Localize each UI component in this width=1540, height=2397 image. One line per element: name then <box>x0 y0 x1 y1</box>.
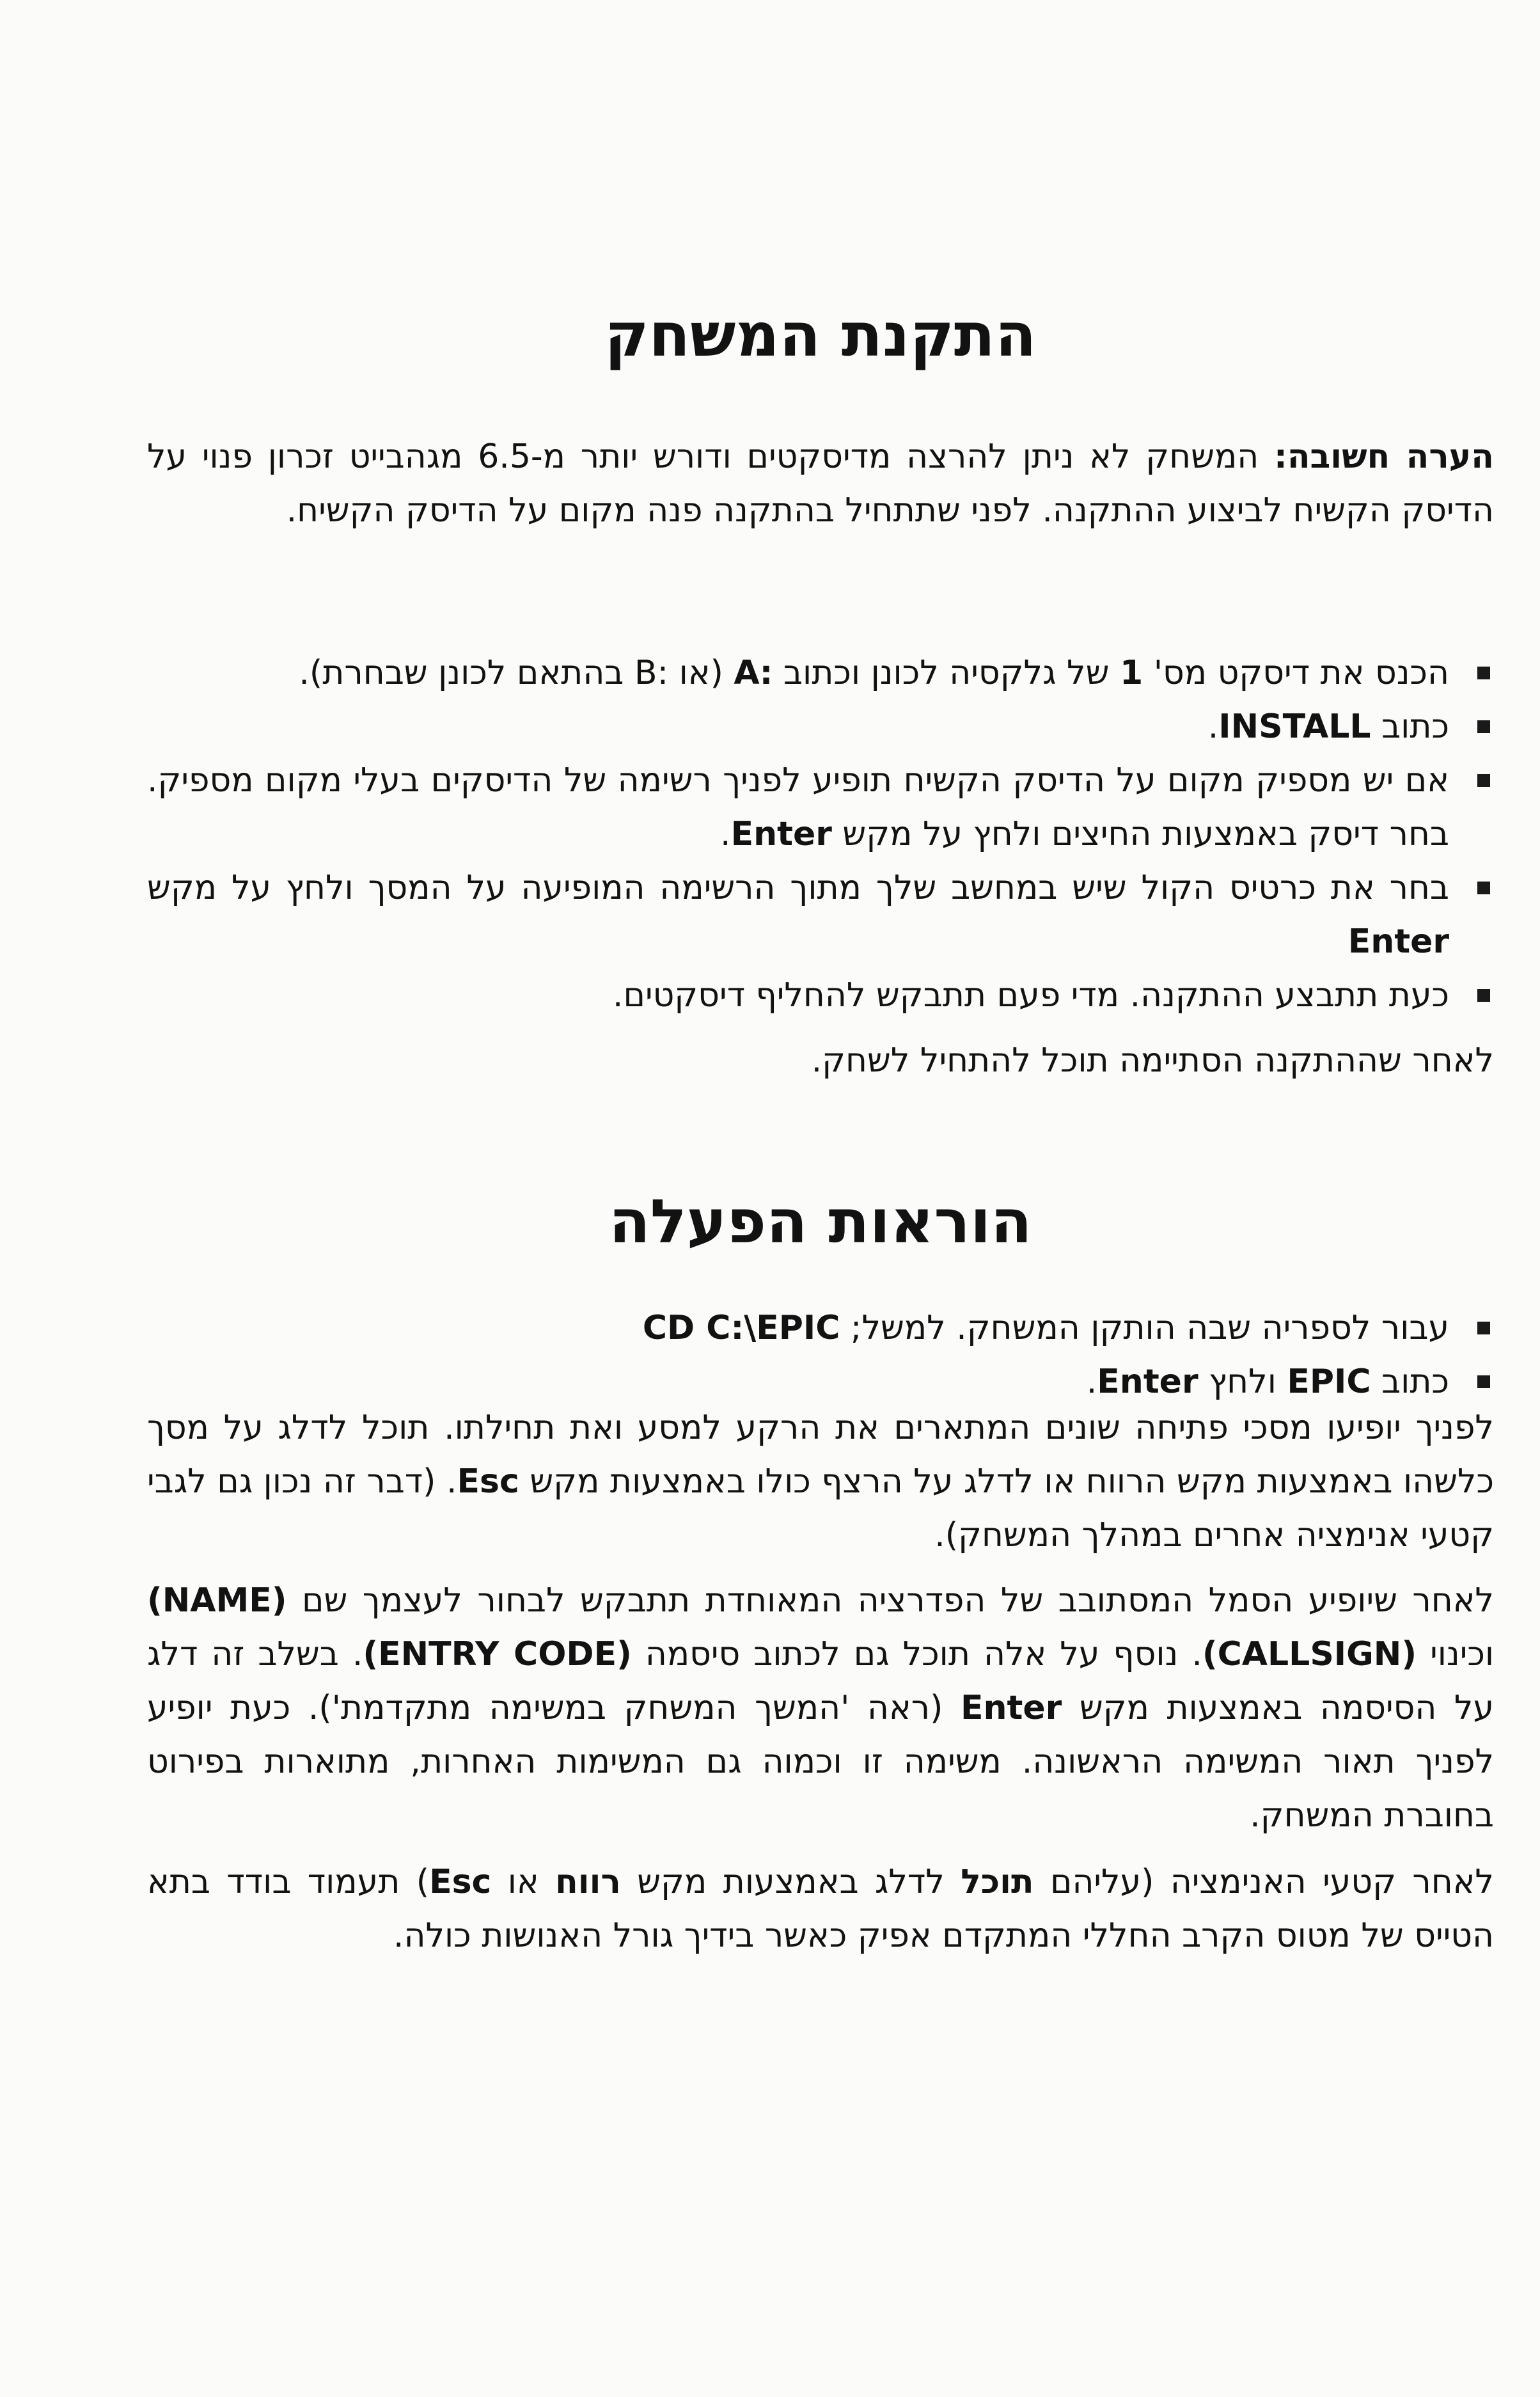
text-run: של גלקסיה לכונן וכתוב <box>773 654 1120 692</box>
installation-heading: התקנת המשחק <box>604 301 1037 370</box>
text-run: לאחר שיופיע הסמל המסתובב של הפדרציה המאוחדת תתבקש לבחור לעצמך שם <box>287 1581 1494 1620</box>
square-bullet-icon <box>1477 882 1490 894</box>
text-run: . נוסף על אלה תוכל גם לכתוב סיסמה <box>631 1635 1202 1673</box>
square-bullet-icon <box>1477 1375 1490 1388</box>
text-run: כתוב <box>1371 708 1449 746</box>
text-run: לפניך יופיעו מסכי פתיחה שונים המתארים את הרקע למסע ואת תחילתו. תוכל לדלג על מסך כלשהו באמצעות מקש הרווח או לדלג על הרצף כולו באמצעות מקש <box>147 1409 1494 1501</box>
bold-text-run: EPIC <box>1287 1363 1371 1401</box>
text-run: עבור לספריה שבה הותקן המשחק. למשל; <box>840 1309 1449 1347</box>
text-run: ולחץ <box>1198 1363 1287 1401</box>
opening-screens-paragraph <box>147 1401 1494 1562</box>
operating-instructions-heading: הוראות הפעלה <box>609 1187 1032 1257</box>
text-run: כעת תתבצע ההתקנה. מדי פעם תתבקש להחליף דיסקטים. <box>612 976 1449 1015</box>
text-run: (ראה 'המשך המשחק במשימה מתקדמת'). כעת יופיע לפניך תאור המשימה הראשונה. משימה זו וכמוה גם המשימות האחרות, מתוארות בפירוט בחוברת המשחק. <box>147 1689 1494 1835</box>
square-bullet-icon <box>1477 667 1490 679</box>
list-item <box>147 861 1494 969</box>
note-label: הערה חשובה: <box>1274 438 1495 476</box>
list-item <box>147 700 1494 754</box>
text-run: או <box>491 1863 556 1901</box>
list-item <box>147 969 1494 1022</box>
text-run: . בשלב זה דלג על הסיסמה באמצעות מקש <box>147 1635 1494 1727</box>
text-run: וכינוי <box>1417 1635 1494 1673</box>
square-bullet-icon <box>1477 774 1490 787</box>
bold-text-run: (ENTRY CODE) <box>363 1635 632 1673</box>
square-bullet-icon <box>1477 1322 1490 1334</box>
text-run: . <box>1207 708 1219 746</box>
after-install-text: לאחר שההתקנה הסתיימה תוכל להתחיל לשחק. <box>811 1041 1494 1080</box>
text-run: בחר את כרטיס הקול שיש במחשב שלך מתוך הרשימה המופיעה על המסך ולחץ על מקש <box>147 869 1449 907</box>
cockpit-paragraph <box>147 1855 1494 1963</box>
bold-text-run: INSTALL <box>1218 708 1371 746</box>
list-item <box>147 1301 1494 1355</box>
text-run: . (דבר זה נכון גם לגבי קטעי אנימציה אחרים במהלך המשחק). <box>147 1462 1494 1554</box>
text-run: כתוב <box>1371 1363 1449 1401</box>
text-run: (או :B בהתאם לכונן שבחרת). <box>299 654 734 692</box>
text-run: לאחר קטעי האנימציה (עליהם <box>1033 1863 1494 1901</box>
bold-text-run: Enter <box>730 815 832 853</box>
bold-text-run: 1 <box>1119 654 1143 692</box>
install-steps-list <box>147 646 1494 1022</box>
bold-text-run: :A <box>734 654 773 692</box>
bold-text-run: CD C:\EPIC <box>642 1309 840 1347</box>
run-steps-list <box>147 1301 1494 1409</box>
list-item <box>147 754 1494 861</box>
pilot-registration-paragraph <box>147 1574 1494 1842</box>
bold-text-run: רווח <box>555 1863 621 1901</box>
text-run: . <box>1086 1363 1097 1401</box>
square-bullet-icon <box>1477 720 1490 733</box>
bold-text-run: Enter <box>1348 922 1449 961</box>
text-run: . <box>720 815 731 853</box>
text-run: אם יש מספיק מקום על הדיסק הקשיח תופיע לפניך רשימה של הדיסקים בעלי מקום מספיק. בחר דיסק באמצעות החיצים ולחץ על מקש <box>147 761 1449 853</box>
square-bullet-icon <box>1477 989 1490 1002</box>
text-run: ) תעמוד בודד בתא הטייס של מטוס הקרב החללי המתקדם אפיק כאשר בידיך גורל האנושות כולה. <box>147 1863 1494 1955</box>
text-run: לדלג באמצעות מקש <box>620 1863 961 1901</box>
bold-text-run: Enter <box>960 1689 1062 1727</box>
note-text: המשחק לא ניתן להרצה מדיסקטים ודורש יותר מ-6.5 מגהבייט זכרון פנוי על הדיסק הקשיח לביצוע ההתקנה. לפני שתתחיל בהתקנה פנה מקום על הדיסק הקשיח. <box>147 438 1494 530</box>
list-item <box>147 646 1494 700</box>
text-run: הכנס את דיסקט מס' <box>1143 654 1449 692</box>
bold-text-run: תוכל <box>961 1863 1034 1901</box>
bold-text-run: Esc <box>429 1863 492 1901</box>
bold-text-run: Enter <box>1097 1363 1198 1401</box>
bold-text-run: (CALLSIGN) <box>1202 1635 1417 1673</box>
bold-text-run: Esc <box>457 1462 519 1501</box>
important-note <box>147 430 1494 537</box>
bold-text-run: (NAME) <box>147 1581 287 1620</box>
